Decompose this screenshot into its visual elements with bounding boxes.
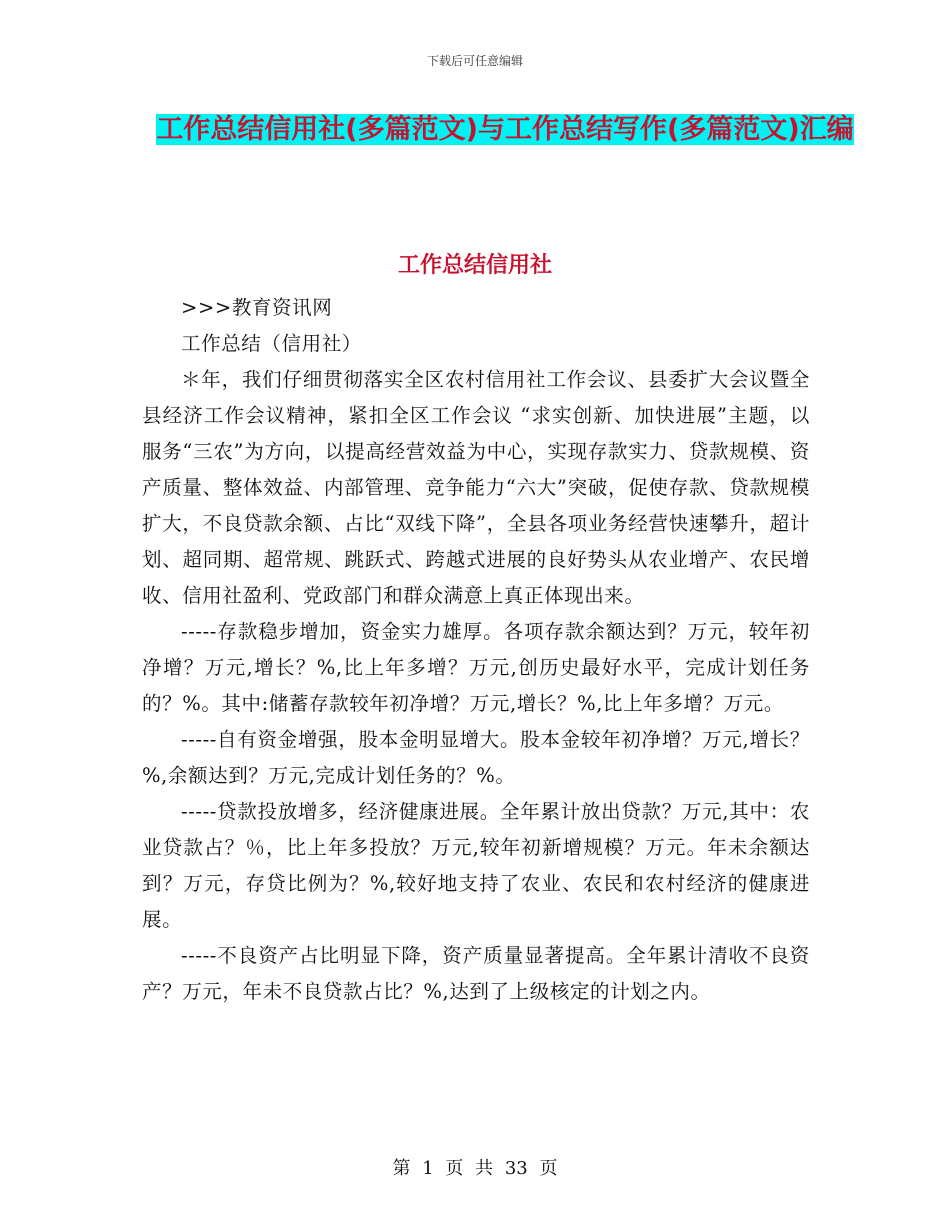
paragraph-intro: ＊年，我们仔细贯彻落实全区农村信用社工作会议、县委扩大会议暨全县经济工作会议精神，紧扣全区工作会议 “求实创新、加快进展”主题，以服务“三农”为方向，以提高经营效益为中心，实现存款实力、贷款规模、资产质量、整体效益、内部管理、竞争能力“六大”突破，促使存款、贷款规模扩大，不良贷款余额、占比“双线下降”，全县各项业务经营快速攀升，超计划、超同期、超常规、跳跃式、跨越式进展的良好势头从农业增产、农民增收、信用社盈利、党政部门和群众满意上真正体现出来。	[142, 368, 810, 607]
section-title: 工作总结信用社	[397, 253, 552, 278]
paragraph-equity: -----自有资金增强，股本金明显增大。股本金较年初净增？万元,增长？%,余额达到？万元,完成计划任务的？%。	[142, 728, 810, 787]
document-body	[142, 290, 810, 1010]
paragraph-assets: -----不良资产占比明显下降，资产质量显著提高。全年累计清收不良资产？万元，年未不良贷款占比？%,达到了上级核定的计划之内。	[142, 944, 810, 1003]
document-title-text: 工作总结信用社(多篇范文)与工作总结写作(多篇范文)汇编	[156, 114, 854, 145]
paragraph-source: >>>教育资讯网	[181, 296, 333, 319]
paragraph-loans: -----贷款投放增多，经济健康进展。全年累计放出贷款？万元,其中：农业贷款占？％，比上年多投放？万元,较年初新增规模？万元。年未余额达到？万元，存贷比例为？%,较好地支持了农业、农民和农村经济的健康进展。	[142, 800, 810, 931]
paragraph-deposits: -----存款稳步增加，资金实力雄厚。各项存款余额达到？万元，较年初净增？万元,增长？%,比上年多增？万元,创历史最好水平，完成计划任务的？%。其中:储蓄存款较年初净增？万元,增长？%,比上年多增？万元。	[142, 620, 810, 715]
page-number: 第 1 页 共 33 页	[392, 1158, 558, 1179]
header-note: 下载后可任意编辑	[426, 54, 523, 68]
document-title	[140, 108, 870, 152]
paragraph-subtitle: 工作总结（信用社）	[181, 332, 362, 355]
